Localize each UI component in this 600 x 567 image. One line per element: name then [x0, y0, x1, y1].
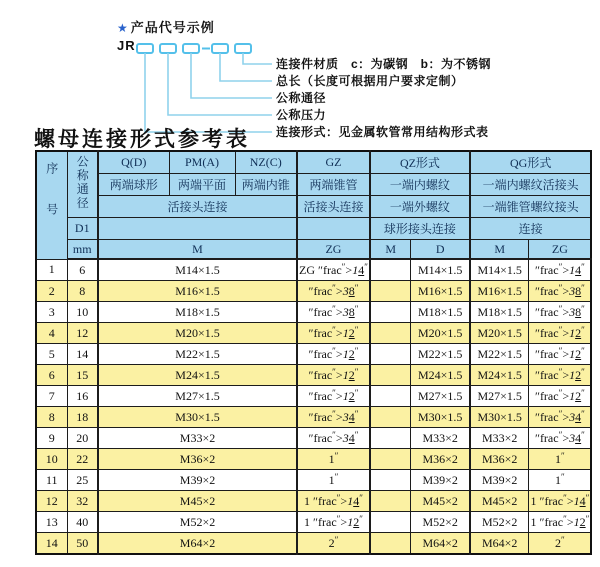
header-qz-m: M	[370, 240, 411, 260]
qg-m-cell: M39×2	[470, 470, 529, 491]
table-row	[36, 428, 591, 449]
qg-m-cell: M20×1.5	[470, 323, 529, 344]
seq-cell: 9	[36, 428, 67, 449]
table-row	[36, 407, 591, 428]
header-ends-nzc: 两端内锥	[235, 174, 297, 196]
qg-m-cell: M45×2	[470, 491, 529, 512]
table-header	[36, 151, 591, 259]
table-row	[36, 386, 591, 407]
qz-m-cell	[370, 533, 411, 555]
m-cell: M18×1.5	[98, 302, 297, 323]
diagram-label: 公称压力	[276, 108, 327, 122]
qz-m-cell	[370, 491, 411, 512]
table-row	[36, 533, 591, 555]
seq-cell: 6	[36, 365, 67, 386]
empty-cell	[297, 218, 370, 240]
header-ends-gz: 两端锥管	[297, 174, 370, 196]
qg-zg-cell: ″frac″>34″	[529, 428, 591, 449]
seq-cell: 13	[36, 512, 67, 533]
code-boxes	[137, 44, 251, 53]
qz-m-cell	[370, 470, 411, 491]
gz-zg-cell: ″frac″>12″	[297, 386, 370, 407]
qg-zg-cell: ″frac″>38″	[529, 302, 591, 323]
seq-cell: 14	[36, 533, 67, 555]
table-row	[36, 259, 591, 281]
qg-m-cell: M24×1.5	[470, 365, 529, 386]
qg-zg-cell: ″frac″>34″	[529, 407, 591, 428]
dn-cell: 12	[67, 323, 98, 344]
gz-zg-cell: 1″	[297, 470, 370, 491]
qz-m-cell	[370, 407, 411, 428]
leader-line	[145, 53, 272, 132]
seq-cell: 11	[36, 470, 67, 491]
seq-cell: 10	[36, 449, 67, 470]
dn-cell: 8	[67, 281, 98, 302]
qg-zg-cell: 2″	[529, 533, 591, 555]
header-gz-connection: 活接头连接	[297, 196, 370, 218]
dn-cell: 40	[67, 512, 98, 533]
qg-m-cell: M64×2	[470, 533, 529, 555]
header-zg: ZG	[297, 240, 370, 260]
table-title: 螺母连接形式参考表	[34, 126, 250, 151]
table-row	[36, 449, 591, 470]
qz-d-cell: M30×1.5	[411, 407, 470, 428]
qg-zg-cell: 1 ″frac″>12″	[529, 512, 591, 533]
seq-cell: 3	[36, 302, 67, 323]
qz-m-cell	[370, 386, 411, 407]
header-qz-row4: 球形接头连接	[370, 218, 470, 240]
dn-cell: 32	[67, 491, 98, 512]
header-qg-row4: 连接	[470, 218, 591, 240]
leader-line	[243, 53, 272, 64]
table-body	[36, 259, 591, 554]
gz-zg-cell: 1 ″frac″>14″	[297, 491, 370, 512]
dn-cell: 25	[67, 470, 98, 491]
gz-zg-cell: ″frac″>38″	[297, 281, 370, 302]
qg-zg-cell: 1″	[529, 470, 591, 491]
qz-d-cell: M24×1.5	[411, 365, 470, 386]
m-cell: M16×1.5	[98, 281, 297, 302]
m-cell: M36×2	[98, 449, 297, 470]
qz-d-cell: M39×2	[411, 470, 470, 491]
header-ends-qd: 两端球形	[98, 174, 169, 196]
diagram-heading-text: 产品代号示例	[130, 20, 215, 35]
header-ends-pma: 两端平面	[169, 174, 235, 196]
code-box	[160, 44, 176, 53]
header-group-qg: QG形式	[470, 151, 591, 174]
m-cell: M64×2	[98, 533, 297, 555]
qg-m-cell: M33×2	[470, 428, 529, 449]
seq-cell: 5	[36, 344, 67, 365]
qg-zg-cell: ″frac″>12″	[529, 365, 591, 386]
qg-zg-cell: ″frac″>12″	[529, 323, 591, 344]
table-row	[36, 512, 591, 533]
header-seq: 序号	[36, 151, 67, 259]
m-cell: M14×1.5	[98, 259, 297, 281]
dn-cell: 6	[67, 259, 98, 281]
table-row	[36, 470, 591, 491]
qz-m-cell	[370, 302, 411, 323]
gz-zg-cell: 2″	[297, 533, 370, 555]
table-row	[36, 344, 591, 365]
gz-zg-cell: ″frac″>12″	[297, 323, 370, 344]
m-cell: M20×1.5	[98, 323, 297, 344]
leader-line	[191, 53, 272, 98]
header-group-qz: QZ形式	[370, 151, 470, 174]
qg-zg-cell: ″frac″>12″	[529, 344, 591, 365]
qz-m-cell	[370, 428, 411, 449]
seq-cell: 4	[36, 323, 67, 344]
gz-zg-cell: 1″	[297, 449, 370, 470]
header-qz-row2: 一端内螺纹	[370, 174, 470, 196]
qz-m-cell	[370, 323, 411, 344]
qg-zg-cell: ″frac″>12″	[529, 386, 591, 407]
seq-cell: 2	[36, 281, 67, 302]
qg-m-cell: M14×1.5	[470, 259, 529, 281]
star-icon: ★	[117, 21, 129, 35]
qz-d-cell: M52×2	[411, 512, 470, 533]
m-cell: M33×2	[98, 428, 297, 449]
m-cell: M39×2	[98, 470, 297, 491]
header-nominal-diameter: 公称通径	[67, 151, 98, 218]
dn-cell: 18	[67, 407, 98, 428]
header-group-pma: PM(A)	[169, 151, 235, 174]
m-cell: M24×1.5	[98, 365, 297, 386]
qz-d-cell: M33×2	[411, 428, 470, 449]
qz-m-cell	[370, 259, 411, 281]
dn-cell: 10	[67, 302, 98, 323]
qg-m-cell: M36×2	[470, 449, 529, 470]
qg-zg-cell: ″frac″>14″	[529, 259, 591, 281]
dn-cell: 22	[67, 449, 98, 470]
code-box	[235, 44, 251, 53]
empty-cell	[98, 218, 297, 240]
table-row	[36, 491, 591, 512]
qg-m-cell: M52×2	[470, 512, 529, 533]
table-row	[36, 302, 591, 323]
code-box	[183, 44, 199, 53]
seq-cell: 1	[36, 259, 67, 281]
header-qz-d: D	[411, 240, 470, 260]
gz-zg-cell: ″frac″>38″	[297, 302, 370, 323]
dn-cell: 16	[67, 386, 98, 407]
header-group-gz: GZ	[297, 151, 370, 174]
qz-d-cell: M22×1.5	[411, 344, 470, 365]
qz-m-cell	[370, 365, 411, 386]
header-d1: D1	[67, 218, 98, 240]
header-qg-row2: 一端内螺纹活接头	[470, 174, 591, 196]
header-group-nzc: NZ(C)	[235, 151, 297, 174]
header-m: M	[98, 240, 297, 260]
diagram-label: 公称通径	[276, 91, 327, 105]
qg-zg-cell: ″frac″>38″	[529, 281, 591, 302]
gz-zg-cell: ″frac″>34″	[297, 428, 370, 449]
code-box	[137, 44, 153, 53]
diagram-label: 连接件材质 c：为碳钢 b：为不锈钢	[276, 57, 492, 71]
qz-d-cell: M64×2	[411, 533, 470, 555]
qz-m-cell	[370, 344, 411, 365]
qz-d-cell: M27×1.5	[411, 386, 470, 407]
diagram-label: 总长（长度可根据用户要求定制）	[276, 74, 464, 88]
m-cell: M30×1.5	[98, 407, 297, 428]
nut-connection-table	[35, 150, 592, 555]
qz-d-cell: M36×2	[411, 449, 470, 470]
m-cell: M45×2	[98, 491, 297, 512]
dn-cell: 50	[67, 533, 98, 555]
qg-m-cell: M18×1.5	[470, 302, 529, 323]
qg-m-cell: M16×1.5	[470, 281, 529, 302]
header-union-connection: 活接头连接	[98, 196, 297, 218]
table-row	[36, 281, 591, 302]
qz-d-cell: M20×1.5	[411, 323, 470, 344]
qg-m-cell: M27×1.5	[470, 386, 529, 407]
qg-zg-cell: 1″	[529, 449, 591, 470]
table-row	[36, 323, 591, 344]
seq-cell: 7	[36, 386, 67, 407]
diagram-heading	[117, 17, 215, 36]
gz-zg-cell: ″frac″>34″	[297, 407, 370, 428]
product-code-prefix: JR	[117, 38, 136, 53]
qz-m-cell	[370, 512, 411, 533]
leader-lines	[145, 53, 272, 132]
qg-m-cell: M22×1.5	[470, 344, 529, 365]
qz-d-cell: M14×1.5	[411, 259, 470, 281]
leader-line	[220, 53, 272, 81]
qg-m-cell: M30×1.5	[470, 407, 529, 428]
m-cell: M52×2	[98, 512, 297, 533]
header-qg-m: M	[470, 240, 529, 260]
dn-cell: 20	[67, 428, 98, 449]
qg-zg-cell: 1 ″frac″>14″	[529, 491, 591, 512]
table-row	[36, 365, 591, 386]
m-cell: M27×1.5	[98, 386, 297, 407]
code-box	[212, 44, 228, 53]
qz-m-cell	[370, 281, 411, 302]
header-group-qd: Q(D)	[98, 151, 169, 174]
gz-zg-cell: ″frac″>12″	[297, 365, 370, 386]
qz-m-cell	[370, 449, 411, 470]
seq-cell: 8	[36, 407, 67, 428]
header-qz-row3: 一端外螺纹	[370, 196, 470, 218]
diagram-label: 连接形式：见金属软管常用结构形式表	[276, 125, 489, 139]
gz-zg-cell: ZG ″frac″>14″	[297, 259, 370, 281]
dn-cell: 14	[67, 344, 98, 365]
gz-zg-cell: 1 ″frac″>12″	[297, 512, 370, 533]
seq-cell: 12	[36, 491, 67, 512]
m-cell: M22×1.5	[98, 344, 297, 365]
qz-d-cell: M45×2	[411, 491, 470, 512]
header-qg-zg: ZG	[529, 240, 591, 260]
header-mm: mm	[67, 240, 98, 260]
qz-d-cell: M18×1.5	[411, 302, 470, 323]
header-qg-row3: 一端锥管螺纹接头	[470, 196, 591, 218]
gz-zg-cell: ″frac″>12″	[297, 344, 370, 365]
dn-cell: 15	[67, 365, 98, 386]
qz-d-cell: M16×1.5	[411, 281, 470, 302]
